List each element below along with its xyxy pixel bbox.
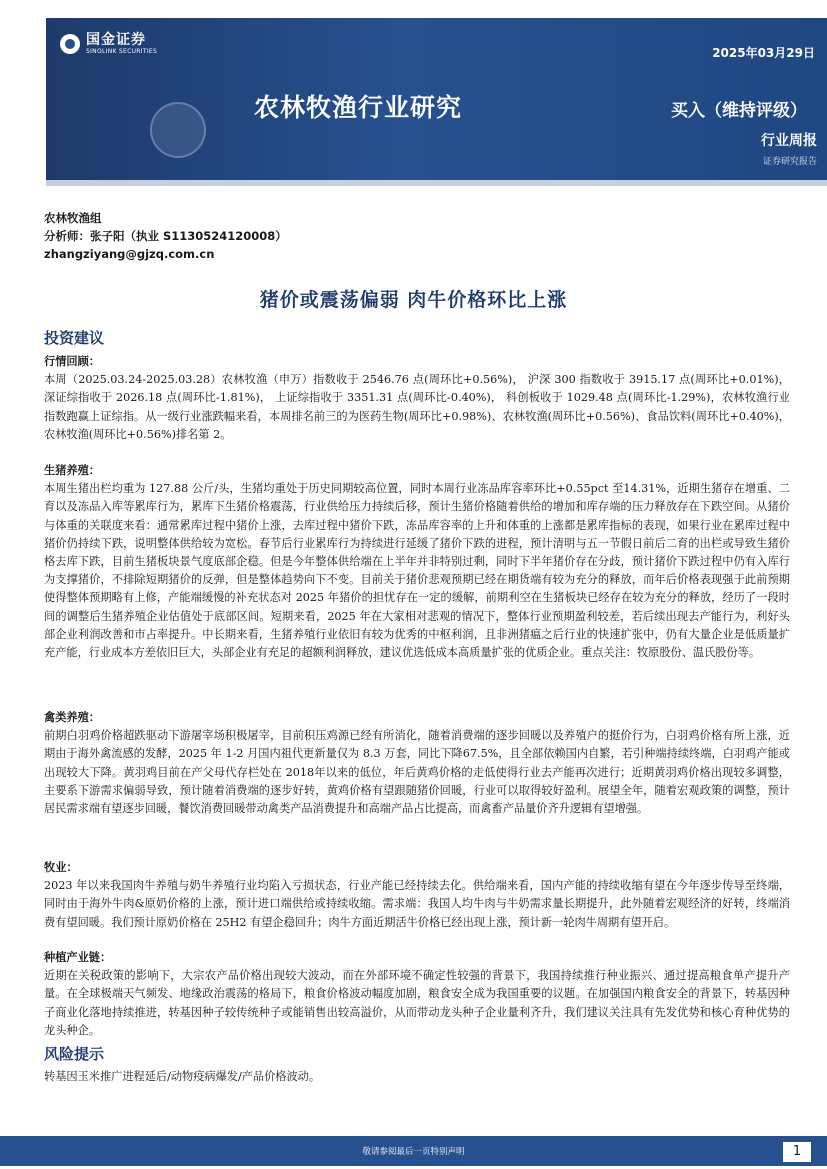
subsection-head-seed: 种植产业链： (44, 951, 112, 964)
paragraph-pasture: 2023 年以来我国肉牛养殖与奶牛养殖行业均陷入亏损状态，行业产能已经持续去化。供给端来看，国内产能的持续收缩有望在今年逐步传导至终端，同时由于海外牛肉&原奶价格的上涨，预计进口端供给或持续收缩。需求端：我国人均牛肉与牛奶需求量长期提升，此外随着宏观经济的好转，终端消费有望回暖。我们预计原奶价格在 25H2 有望企稳回升；肉牛方面近期活牛价格已经出现上涨，预计新一轮肉牛周期有望开启。 (44, 879, 790, 929)
seed-section (44, 949, 790, 1040)
brand-logo-icon (60, 34, 80, 54)
paragraph-pig: 本周生猪出栏均重为 127.88 公斤/头，生猪均重处于历史同期较高位置，同时本周行业冻品库容率环比+0.55pct 至14.31%，近期生猪存在增重、二育以及冻品入库等累库行为，累库下生猪价格震荡，行业供给压力持续后移，预计生猪价格随着供给的增加和库存端的压力释放存在下跌空间。从猪价与体重的关联度来看：通常累库过程中猪价上涨，去库过程中猪价下跌，冻品库容率的上升和体重的上涨都是累库指标的表现，如果行业在累库过程中猪价仍持续下跌，说明整体供给较为宽松。春节后行业累库行为持续进行延缓了猪价下跌的进程，预计清明与五一节假日前后二育的出栏或导致生猪价格去库下跌，目前生猪板块景气度底部企稳。但是今年整体供给端在上半年并非特别过剩，同时下半年猪价存在分歧，预计猪价下跌过程中仍有入库行为支撑猪价，不排除短期猪价的反弹，但是整体趋势向下不变。目前关于猪价悲观预期已经在期货端有较为充分的释放，而年后价格表现强于此前预期使得整体预期略有上修，产能端缓慢的补充状态对 2025 年猪价的担忧存在一定的缓解，前期利空在生猪板块已经存在较为充分的释放，经历了一段时间的调整后生猪养殖企业估值处于底部区间。短期来看，2025 年在大家相对悲观的情况下，整体行业预期盈利较差，若后续出现去产能行为，利好头部企业利润改善和市占率提升。中长期来看，生猪养殖行业依旧有较为优秀的中枢利润，且非洲猪瘟之后行业的快速扩张中，仍有大量企业是低质量扩充产能，行业成本方差依旧巨大，头部企业有充足的超额利润释放，建议优选低成本高质量扩张的优质企业。重点关注：牧原股份、温氏股份等。 (44, 482, 790, 660)
subsection-head-pasture: 牧业： (44, 861, 78, 874)
brand-logo (60, 32, 157, 56)
brand-name-en: SINOLINK SECURITIES (86, 48, 158, 55)
pasture-section (44, 859, 790, 932)
report-subtitle: 证券研究报告 (762, 157, 817, 167)
pig-section (44, 462, 790, 662)
page-number: 1 (783, 1142, 811, 1162)
report-date: 2025年03月29日 (712, 46, 815, 60)
poultry-section (44, 709, 790, 818)
report-type: 行业周报 (761, 133, 817, 149)
section-title-investment: 投资建议 (44, 329, 105, 347)
industry-title: 农林牧渔行业研究 (254, 93, 463, 122)
paragraph-poultry: 前期白羽鸡价格超跌驱动下游屠宰场积极屠宰，目前积压鸡源已经有所消化，随着消费端的逐步回暖以及养殖户的挺价行为，白羽鸡价格有所上涨，近期由于海外禽流感的发酵，2025 年 1-2 月国内祖代更新量仅为 8.3 万套，同比下降67.5%，且全部依赖国内自繁，若引种端持续终端，白羽鸡产能或出现较大下降。黄羽鸡目前在产父母代存栏处在 2018年以来的低位，年后黄鸡价格的走低使得行业去产能再次进行；近期黄羽鸡价格出现较多调整，主要系下游需求偏弱导致，预计随着消费端的逐步好转，黄鸡价格有望跟随猪价回暖，行业可以取得较好盈利。展望全年，随着宏观政策的调整，预计居民需求端有望逐步回暖，餐饮消费回暖带动禽类产品消费提升和高端产品占比提高，而禽畜产品量价齐升逻辑有望增强。 (44, 729, 790, 816)
analyst-info (44, 209, 287, 263)
section-title-risk: 风险提示 (44, 1045, 105, 1063)
subsection-head-pig: 生猪养殖： (44, 464, 100, 477)
analyst-name: 分析师：张子阳（执业 S1130524120008） (44, 229, 287, 243)
paragraph-seed: 近期在关税政策的影响下，大宗农产品价格出现较大波动，而在外部环境不确定性较强的背景下，我国持续推行种业振兴、通过提高粮食单产提升产量。在全球极端天气频发、地缘政治震荡的格局下，粮食价格波动幅度加剧，粮食安全成为我国重要的议题。在加强国内粮食安全的背景下，转基因种子商业化落地持续推进，转基因种子较传统种子或能销售出较高溢价，从而带动龙头种子企业量利齐升，我们建议关注具有先发优势和核心育种优势的龙头种企。 (44, 969, 790, 1037)
subsection-head-market: 行情回顾： (44, 355, 100, 368)
analyst-email[interactable]: zhangziyang@gjzq.com.cn (44, 247, 215, 261)
investment-body (44, 353, 790, 444)
rating: 买入（维持评级） (671, 101, 807, 121)
paragraph-market-review: 本周（2025.03.24-2025.03.28）农林牧渔（申万）指数收于 2546.76 点(周环比+0.56%)， 沪深 300 指数收于 3915.17 点(周环比+0.01%)， 深证综指收于 2026.18 点(周环比-1.81%)， 上证综指收于 3351.31 点(周环比-0.40%)， 科创板收于 1029.48 点(周环比-1.29%)，农林牧渔行业指数跑赢上证综指。从一级行业涨跌幅来看，本周排名前三的为医药生物(周环比+0.98%)、农林牧渔(周环比+0.56%)、食品饮料(周环比+0.40%)，农林牧渔(周环比+0.56%)排名第 2。 (44, 373, 790, 441)
brand-name-cn: 国金证券 (86, 32, 146, 48)
banner-divider (46, 180, 827, 186)
seal-emblem-icon (150, 102, 206, 158)
subsection-head-poultry: 禽类养殖： (44, 711, 100, 724)
analyst-team: 农林牧渔组 (44, 211, 102, 225)
paragraph-risk: 转基因玉米推广进程延后/动物疫病爆发/产品价格波动。 (44, 1070, 321, 1083)
risk-body (44, 1068, 790, 1086)
footer-disclaimer[interactable]: 敬请参阅最后一页特别声明 (362, 1147, 465, 1157)
page-title: 猪价或震荡偏弱 肉牛价格环比上涨 (259, 289, 568, 311)
